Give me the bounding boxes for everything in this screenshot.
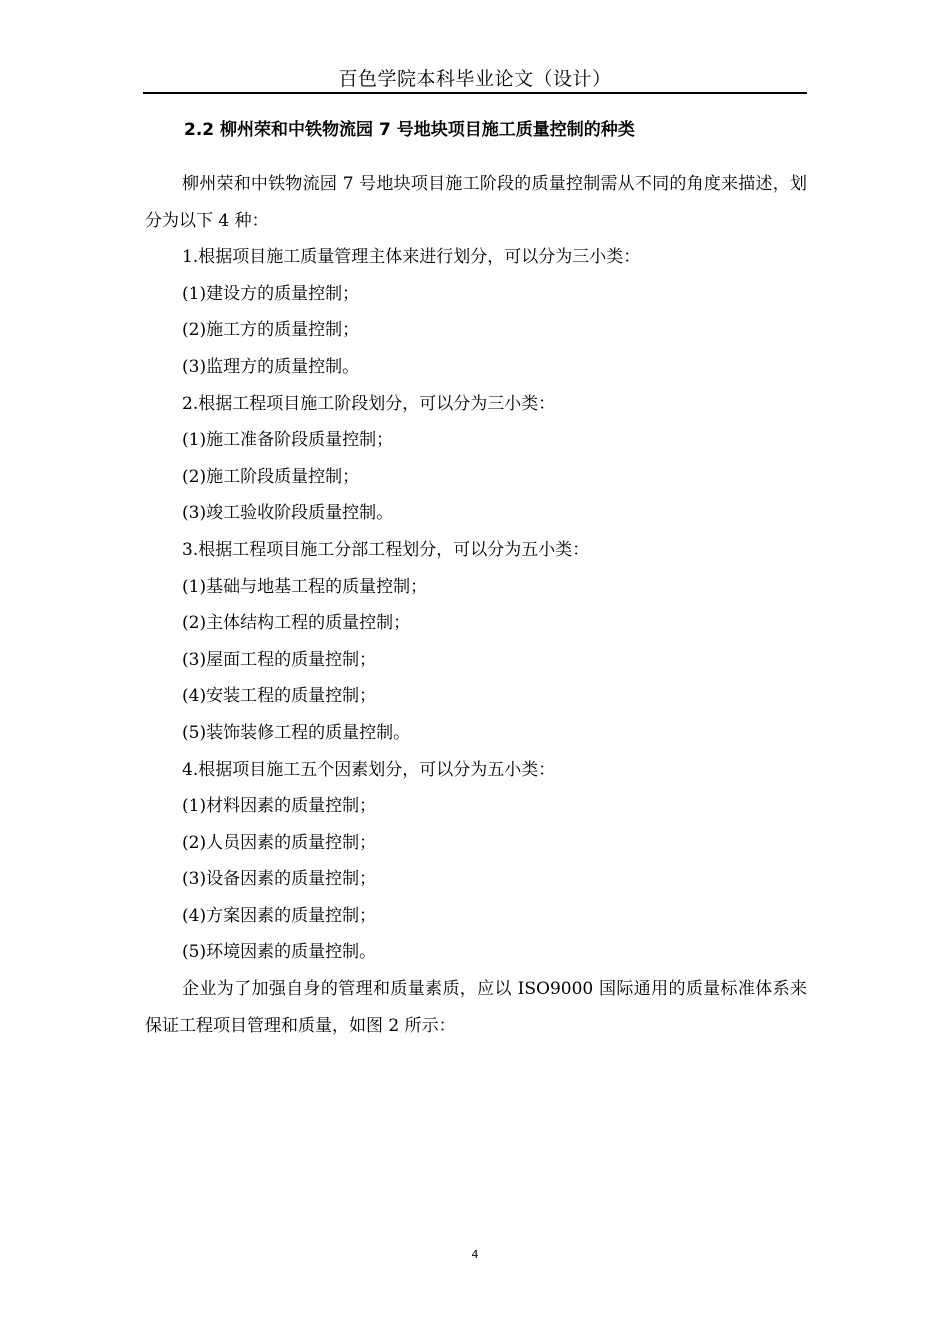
group-title: 1.根据项目施工质量管理主体来进行划分，可以分为三小类： [182, 247, 641, 268]
intro-paragraph: 柳州荣和中铁物流园 7 号地块项目施工阶段的质量控制需从不同的角度来描述，划分为以下 4 种： [145, 174, 807, 231]
group-title: 4.根据项目施工五个因素划分，可以分为五小类： [182, 759, 556, 780]
list-item: (1)基础与地基工程的质量控制； [182, 576, 428, 597]
list-item: (5)装饰装修工程的质量控制。 [182, 722, 411, 743]
list-item: (5)环境因素的质量控制。 [182, 942, 377, 963]
closing-paragraph: 企业为了加强自身的管理和质量素质，应以 ISO9000 国际通用的质量标准体系来保证工程项目管理和质量，如图 2 所示： [145, 979, 807, 1036]
list-item: (1)材料因素的质量控制； [182, 796, 377, 817]
list-item: (3)竣工验收阶段质量控制。 [182, 503, 394, 524]
list-item: (3)监理方的质量控制。 [182, 356, 360, 377]
list-item: (2)人员因素的质量控制； [182, 832, 377, 853]
group-title: 3.根据工程项目施工分部工程划分，可以分为五小类： [182, 539, 590, 560]
section-heading: 2.2 柳州荣和中铁物流园 7 号地块项目施工质量控制的种类 [184, 120, 635, 140]
running-header-title: 百色学院本科毕业论文（设计） [338, 68, 612, 90]
list-item: (4)安装工程的质量控制； [182, 686, 377, 707]
list-item: (3)屋面工程的质量控制； [182, 649, 377, 670]
list-item: (2)施工阶段质量控制； [182, 466, 360, 487]
list-item: (4)方案因素的质量控制； [182, 905, 377, 926]
group-title: 2.根据工程项目施工阶段划分，可以分为三小类： [182, 393, 556, 414]
list-item: (1)建设方的质量控制； [182, 283, 360, 304]
body-text [145, 166, 807, 1044]
list-item: (2)主体结构工程的质量控制； [182, 613, 411, 634]
list-item: (1)施工准备阶段质量控制； [182, 430, 394, 451]
page-number: 4 [471, 1248, 479, 1261]
list-item: (3)设备因素的质量控制； [182, 869, 377, 890]
list-item: (2)施工方的质量控制； [182, 320, 360, 341]
header-rule [143, 92, 807, 94]
